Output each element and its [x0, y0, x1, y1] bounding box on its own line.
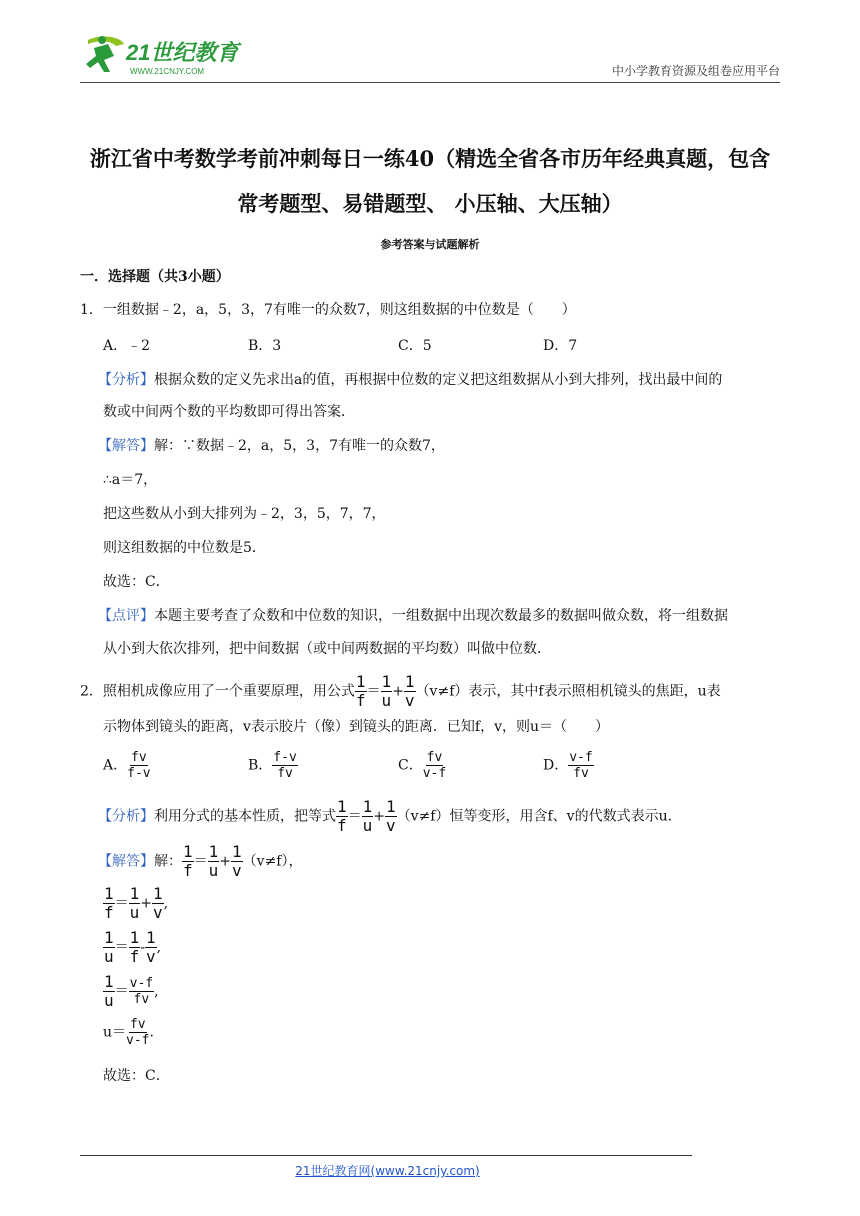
analysis-tag: 【分析】	[98, 372, 154, 388]
q2-stem-line1: 2．照相机成像应用了一个重要原理，用公式 $\frac{1}{f}$ ＝ $\frac{1}{u}$ + $\frac{1}{v}$ （v≠f）表示，其中f表示照相机镜头的焦距，u表	[80, 672, 721, 710]
option-fraction: $\frac{fv}{v-f}$	[422, 750, 447, 781]
q1-solution-line4: 则这组数据的中位数是5．	[103, 540, 266, 556]
q1-choice: 故选：C．	[103, 574, 170, 590]
page-subtitle: 参考答案与试题解析	[380, 238, 480, 251]
q2-analysis: 【分析】利用分式的基本性质，把等式 $\frac{1}{f}$ ＝ $\frac{1}{u}$ + $\frac{1}{v}$ （v≠f）恒等变形，用含f、v的代数式表示u．	[98, 797, 682, 835]
formula-fraction: $\frac{1}{v}$	[404, 672, 415, 710]
q1-solution-line3: 把这些数从小到大排列为﹣2，3，5，7，7，	[103, 506, 386, 522]
q2-step-4: u＝ $\frac{fv}{v-f}$ .	[103, 1017, 154, 1048]
analysis-tag: 【分析】	[98, 808, 154, 825]
q2-option-a: A． $\frac{fv}{f-v}$	[103, 750, 151, 781]
formula-fraction: $\frac{1}{u}$	[381, 672, 392, 710]
q1-option-c: C．5	[398, 338, 432, 354]
q1-solution-line2: ∴a＝7，	[103, 472, 158, 488]
q1-comment-line2: 从小到大依次排列，把中间数据（或中间两数据的平均数）叫做中位数．	[103, 641, 551, 657]
logo-text: 21世纪教育	[126, 40, 239, 65]
solution-text: 解：∵数据﹣2，a，5，3，7有唯一的众数7，	[154, 438, 445, 454]
option-fraction: $\frac{fv}{f-v}$	[127, 750, 151, 781]
option-fraction: $\frac{f-v}{fv}$	[273, 750, 297, 781]
q1-analysis-line2: 数或中间两个数的平均数即可得出答案．	[103, 404, 355, 420]
q2-stem-line2: 示物体到镜头的距离，v表示胶片（像）到镜头的距离．已知f，v，则u＝（ ）	[103, 719, 610, 735]
comment-text: 本题主要考查了众数和中位数的知识，一组数据中出现次数最多的数据叫做众数，将一组数据	[154, 608, 728, 624]
header-platform-text: 中小学教育资源及组卷应用平台	[611, 64, 780, 78]
q2-solution-line1: 【解答】解： $\frac{1}{f}$ ＝ $\frac{1}{u}$ + $\frac{1}{v}$ （v≠f），	[98, 842, 303, 880]
formula-fraction: $\frac{1}{f}$	[355, 672, 366, 710]
analysis-text: 根据众数的定义先求出a的值，再根据中位数的定义把这组数据从小到大排列，找出最中间的	[154, 372, 723, 388]
q1-solution-line1	[98, 436, 445, 456]
solution-tag: 【解答】	[98, 438, 154, 454]
logo-url: WWW.21CNJY.COM	[130, 67, 205, 76]
page-header	[80, 30, 780, 82]
q1-option-b: B．3	[248, 338, 282, 354]
page-title-line2: 常考题型、易错题型、 小压轴、大压轴）	[237, 191, 623, 216]
q2-option-d: D． $\frac{v-f}{fv}$	[543, 750, 593, 781]
q2-step-3: $\frac{1}{u}$ ＝ $\frac{v-f}{fv}$ ,	[104, 972, 159, 1010]
option-fraction: $\frac{v-f}{fv}$	[569, 750, 593, 781]
section-heading: 一．选择题（共3小题）	[80, 269, 230, 285]
comment-tag: 【点评】	[98, 608, 154, 624]
q2-step-2: $\frac{1}{u}$ ＝ $\frac{1}{f}$ - $\frac{1}{v}$ ,	[104, 928, 162, 966]
q2-choice: 故选：C．	[103, 1068, 170, 1084]
q1-analysis-line1	[98, 370, 722, 390]
q2-stem-part1: 2．照相机成像应用了一个重要原理，用公式	[80, 683, 355, 700]
q2-option-b: B． $\frac{f-v}{fv}$	[248, 750, 297, 781]
q1-stem: 1．一组数据﹣2，a，5，3，7有唯一的众数7，则这组数据的中位数是（ ）	[80, 302, 576, 318]
header-divider	[80, 82, 780, 83]
q1-option-d: D．7	[543, 338, 578, 354]
footer-link[interactable]: 21世纪教育网(www.21cnjy.com)	[295, 1164, 480, 1178]
q1-comment-line1	[98, 606, 728, 626]
q2-option-c: C． $\frac{fv}{v-f}$	[398, 750, 447, 781]
solution-tag: 【解答】	[98, 853, 154, 870]
page-title-line1: 浙江省中考数学考前冲刺每日一练40（精选全省各市历年经典真题，包含	[89, 146, 771, 171]
q1-option-a: A．﹣2	[103, 338, 151, 354]
q2-step-1: $\frac{1}{f}$ ＝ $\frac{1}{u}$ + $\frac{1}{v}$ ,	[104, 884, 169, 922]
footer-divider	[80, 1155, 692, 1156]
q2-stem-part2: （v≠f）表示，其中f表示照相机镜头的焦距，u表	[415, 683, 721, 700]
logo-icon	[80, 30, 250, 78]
